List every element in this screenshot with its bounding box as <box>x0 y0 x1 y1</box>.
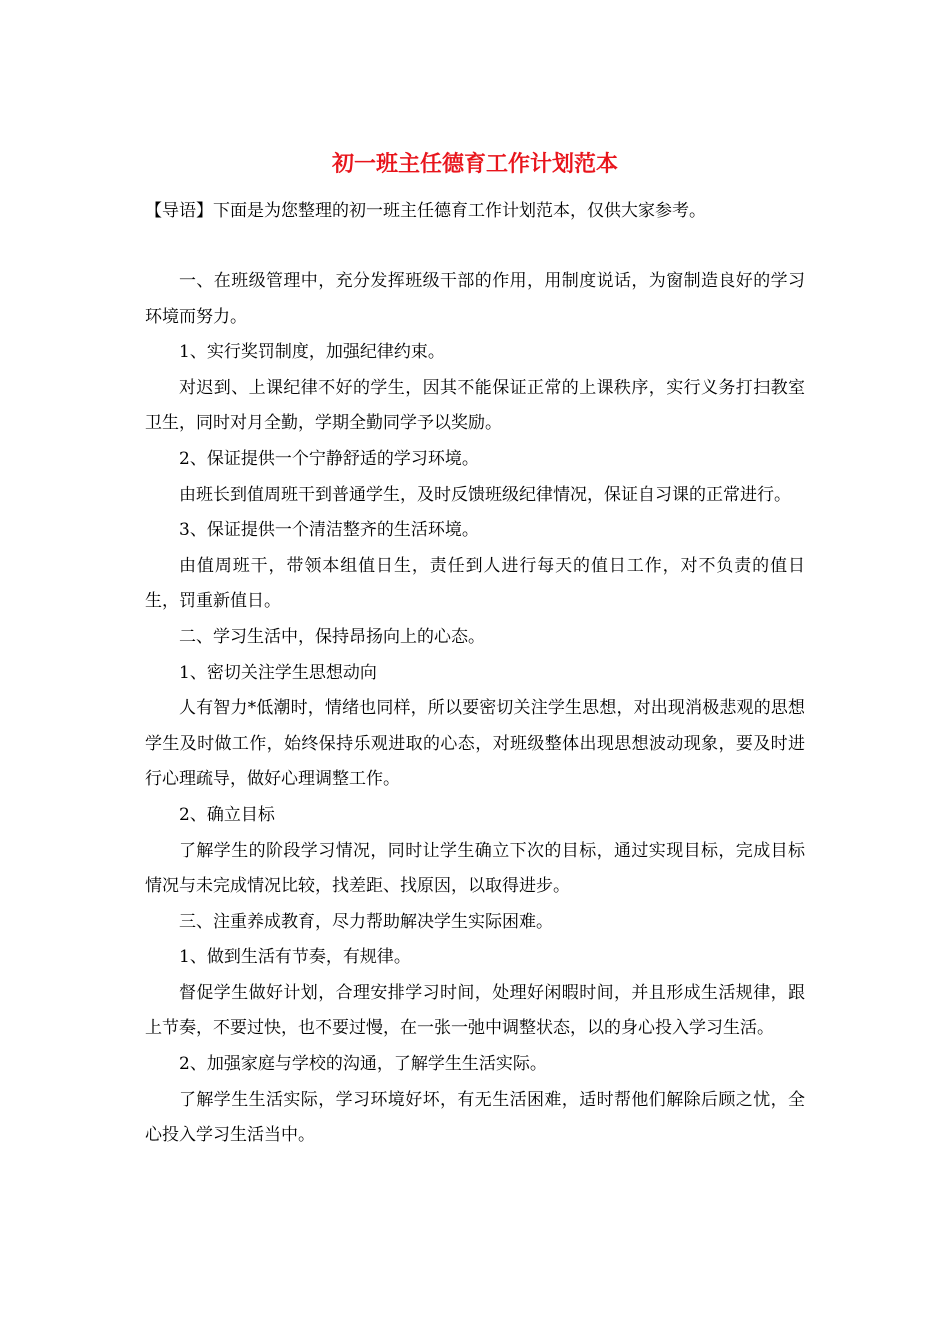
paragraph: 督促学生做好计划，合理安排学习时间，处理好闲暇时间，并且形成生活规律，跟上节奏，不要过快，也不要过慢，在一张一弛中调整状态，以的身心投入学习生活。 <box>145 982 805 1039</box>
paragraph: 人有智力*低潮时，情绪也同样，所以要密切关注学生思想，对出现消极悲观的思想学生及时做工作，始终保持乐观进取的心态，对班级整体出现思想波动现象，要及时进行心理疏导，做好心理调整工作。 <box>145 698 805 790</box>
paragraph: 由值周班干，带领本组值日生，责任到人进行每天的值日工作，对不负责的值日生，罚重新值日。 <box>145 555 805 612</box>
paragraph: 由班长到值周班干到普通学生，及时反馈班级纪律情况，保证自习课的正常进行。 <box>179 484 791 505</box>
document-body <box>145 264 805 1154</box>
paragraph: 对迟到、上课纪律不好的学生，因其不能保证正常的上课秩序，实行义务打扫教室卫生，同时对月全勤，学期全勤同学予以奖励。 <box>145 377 805 434</box>
paragraph: 了解学生的阶段学习情况，同时让学生确立下次的目标，通过实现目标，完成目标情况与未完成情况比较，找差距、找原因，以取得进步。 <box>145 840 805 897</box>
document-intro: 【导语】下面是为您整理的初一班主任德育工作计划范本，仅供大家参考。 <box>145 201 706 221</box>
paragraph: 2、保证提供一个宁静舒适的学习环境。 <box>179 448 479 469</box>
paragraph: 了解学生生活实际，学习环境好坏，有无生活困难，适时帮他们解除后顾之忧，全心投入学习生活当中。 <box>145 1089 805 1146</box>
paragraph: 三、注重养成教育，尽力帮助解决学生实际困难。 <box>179 911 553 932</box>
paragraph: 1、实行奖罚制度，加强纪律约束。 <box>179 342 445 363</box>
paragraph: 1、做到生活有节奏，有规律。 <box>179 947 411 968</box>
paragraph: 二、学习生活中，保持昂扬向上的心态。 <box>179 626 485 647</box>
paragraph: 一、在班级管理中，充分发挥班级干部的作用，用制度说话，为窗制造良好的学习环境而努力。 <box>145 271 805 327</box>
document-title: 初一班主任德育工作计划范本 <box>331 151 618 177</box>
paragraph: 2、加强家庭与学校的沟通，了解学生生活实际。 <box>179 1054 547 1075</box>
paragraph: 3、保证提供一个清洁整齐的生活环境。 <box>179 520 479 541</box>
paragraph: 2、确立目标 <box>179 804 275 825</box>
paragraph: 1、密切关注学生思想动向 <box>179 662 377 683</box>
